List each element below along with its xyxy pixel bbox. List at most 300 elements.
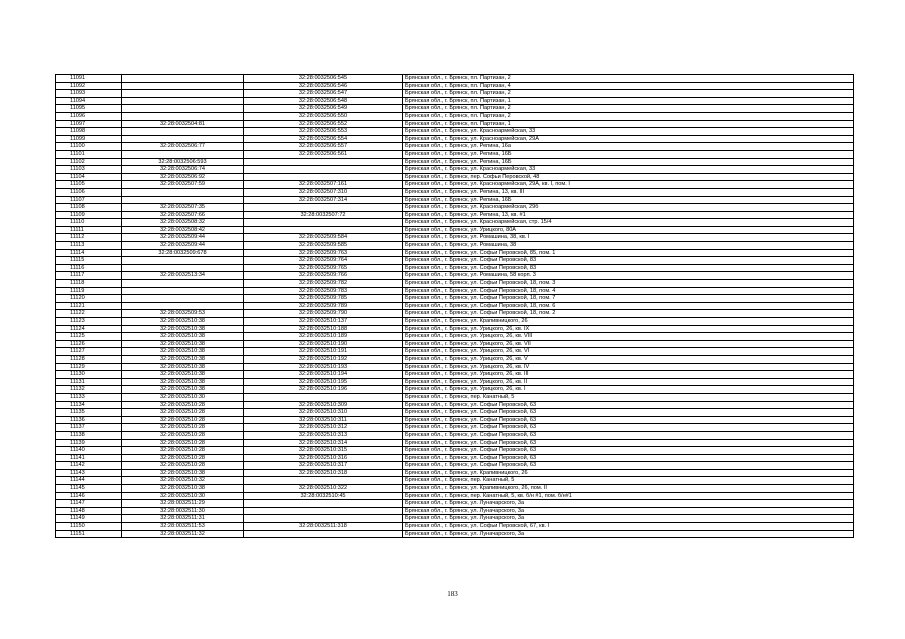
parcel-cadastral-number: 32:28:0032510:30 (122, 492, 244, 500)
row-number: 11112 (56, 234, 122, 242)
parcel-cadastral-number (122, 257, 244, 265)
table-row (56, 226, 854, 234)
object-cadastral-number: 32:28:0032510:191 (244, 348, 403, 356)
table-row (56, 401, 854, 409)
object-address: Брянская обл., г. Брянск, ул. Репина, 16Б (403, 196, 854, 204)
parcel-cadastral-number: 32:28:0032510:30 (122, 393, 244, 401)
object-address: Брянская обл., г. Брянск, ул. Луначарского, 3а (403, 515, 854, 523)
table-row (56, 158, 854, 166)
object-cadastral-number: 32:28:0032509:763 (244, 249, 403, 257)
row-number: 11115 (56, 257, 122, 265)
parcel-cadastral-number (122, 295, 244, 303)
table-row (56, 196, 854, 204)
object-address: Брянская обл., г. Брянск, ул. Урицкого, 26, кв. VII (403, 340, 854, 348)
object-cadastral-number: 32:28:0032506:554 (244, 135, 403, 143)
row-number: 11138 (56, 431, 122, 439)
row-number: 11102 (56, 158, 122, 166)
table-row (56, 82, 854, 90)
table-row (56, 447, 854, 455)
object-address: Брянская обл., г. Брянск, ул. Репина, 13, кв. #1 (403, 211, 854, 219)
row-number: 11149 (56, 515, 122, 523)
object-address: Брянская обл., г. Брянск, ул. Софьи Перовской, 63 (403, 424, 854, 432)
row-number: 11094 (56, 97, 122, 105)
row-number: 11116 (56, 264, 122, 272)
object-address: Брянская обл., г. Брянск, ул. Красноармейская, стр. 15/4 (403, 219, 854, 227)
row-number: 11123 (56, 318, 122, 326)
object-address: Брянская обл., г. Брянск, ул. Урицкого, 26, кв. IX (403, 325, 854, 333)
object-cadastral-number (244, 166, 403, 174)
parcel-cadastral-number: 32:28:0032510:38 (122, 485, 244, 493)
row-number: 11109 (56, 211, 122, 219)
object-cadastral-number: 32:28:0032509:785 (244, 295, 403, 303)
parcel-cadastral-number: 32:28:0032511:29 (122, 500, 244, 508)
table-row (56, 234, 854, 242)
parcel-cadastral-number: 32:28:0032510:38 (122, 371, 244, 379)
table-row (56, 150, 854, 158)
object-cadastral-number: 32:28:0032509:765 (244, 264, 403, 272)
object-cadastral-number (244, 530, 403, 538)
table-row (56, 333, 854, 341)
parcel-cadastral-number (122, 287, 244, 295)
object-cadastral-number: 32:28:0032506:561 (244, 150, 403, 158)
parcel-cadastral-number (122, 264, 244, 272)
object-address: Брянская обл., г. Брянск, ул. Урицкого, 26, кв. IV (403, 363, 854, 371)
parcel-cadastral-number: 32:28:0032510:38 (122, 340, 244, 348)
object-cadastral-number (244, 500, 403, 508)
table-row (56, 302, 854, 310)
row-number: 11145 (56, 485, 122, 493)
object-address: Брянская обл., г. Брянск, ул. Урицкого, 26, кв. III (403, 371, 854, 379)
table-row (56, 515, 854, 523)
table-row (56, 287, 854, 295)
row-number: 11110 (56, 219, 122, 227)
row-number: 11108 (56, 204, 122, 212)
parcel-cadastral-number: 32:28:0032506:77 (122, 143, 244, 151)
row-number: 11122 (56, 310, 122, 318)
object-cadastral-number: 32:28:0032510:194 (244, 371, 403, 379)
row-number: 11126 (56, 340, 122, 348)
table-row (56, 530, 854, 538)
table-row (56, 439, 854, 447)
row-number: 11095 (56, 105, 122, 113)
object-address: Брянская обл., г. Брянск, ул. Софьи Перовской, 18, пом. 6 (403, 302, 854, 310)
row-number: 11104 (56, 173, 122, 181)
table-row (56, 75, 854, 83)
parcel-cadastral-number: 32:28:0032511:53 (122, 523, 244, 531)
parcel-cadastral-number (122, 188, 244, 196)
parcel-cadastral-number: 32:28:0032510:38 (122, 363, 244, 371)
table-row (56, 386, 854, 394)
object-cadastral-number: 32:28:0032506:549 (244, 105, 403, 113)
parcel-cadastral-number: 32:28:0032510:28 (122, 454, 244, 462)
parcel-cadastral-number (122, 196, 244, 204)
table-row (56, 393, 854, 401)
object-cadastral-number: 32:28:0032506:545 (244, 75, 403, 83)
object-cadastral-number: 32:28:0032507:310 (244, 188, 403, 196)
object-address: Брянская обл., г. Брянск, ул. Софьи Перовской, 18, пом. 7 (403, 295, 854, 303)
table-row (56, 310, 854, 318)
object-address: Брянская обл., г. Брянск, пер. Софьи Перовской, 48 (403, 173, 854, 181)
object-address: Брянская обл., г. Брянск, ул. Красноармейская, 33 (403, 166, 854, 174)
object-cadastral-number: 32:28:0032507:314 (244, 196, 403, 204)
object-address: Брянская обл., г. Брянск, пл. Партизан, 1 (403, 97, 854, 105)
row-number: 11093 (56, 90, 122, 98)
row-number: 11134 (56, 401, 122, 409)
row-number: 11127 (56, 348, 122, 356)
registry-table (55, 74, 854, 538)
table-row (56, 219, 854, 227)
object-address: Брянская обл., г. Брянск, ул. Софьи Перовской, 83 (403, 257, 854, 265)
table-row (56, 325, 854, 333)
row-number: 11137 (56, 424, 122, 432)
parcel-cadastral-number: 32:28:0032510:38 (122, 378, 244, 386)
row-number: 11147 (56, 500, 122, 508)
row-number: 11151 (56, 530, 122, 538)
object-cadastral-number (244, 173, 403, 181)
object-address: Брянская обл., г. Брянск, ул. Урицкого, 26, кв. VI (403, 348, 854, 356)
parcel-cadastral-number: 32:28:0032510:38 (122, 348, 244, 356)
object-address: Брянская обл., г. Брянск, ул. Софьи Перовской, 63 (403, 439, 854, 447)
table-row (56, 272, 854, 280)
object-cadastral-number: 32:28:0032506:552 (244, 120, 403, 128)
table-row (56, 340, 854, 348)
parcel-cadastral-number (122, 105, 244, 113)
object-address: Брянская обл., г. Брянск, ул. Красноармейская, 33 (403, 128, 854, 136)
object-address: Брянская обл., г. Брянск, ул. Репина, 16Б (403, 150, 854, 158)
parcel-cadastral-number: 32:28:0032508:32 (122, 219, 244, 227)
object-cadastral-number (244, 507, 403, 515)
row-number: 11106 (56, 188, 122, 196)
row-number: 11125 (56, 333, 122, 341)
row-number: 11150 (56, 523, 122, 531)
table-row (56, 188, 854, 196)
object-cadastral-number: 32:28:0032510:314 (244, 439, 403, 447)
object-address: Брянская обл., г. Брянск, ул. Софьи Перовской, 63 (403, 431, 854, 439)
parcel-cadastral-number: 32:28:0032510:28 (122, 439, 244, 447)
object-address: Брянская обл., г. Брянск, ул. Урицкого, 26, кв. VIII (403, 333, 854, 341)
object-cadastral-number: 32:28:0032510:189 (244, 333, 403, 341)
object-cadastral-number: 32:28:0032510:192 (244, 355, 403, 363)
row-number: 11092 (56, 82, 122, 90)
table-row (56, 424, 854, 432)
parcel-cadastral-number: 32:28:0032510:38 (122, 386, 244, 394)
object-cadastral-number (244, 158, 403, 166)
table-row (56, 211, 854, 219)
object-address: Брянская обл., г. Брянск, ул. Луначарского, 3а (403, 500, 854, 508)
object-address: Брянская обл., г. Брянск, ул. Урицкого, 26, кв. II (403, 378, 854, 386)
table-row (56, 143, 854, 151)
object-address: Брянская обл., г. Брянск, пл. Партизан, 2 (403, 112, 854, 120)
page-number: 183 (447, 590, 458, 598)
object-address: Брянская обл., г. Брянск, ул. Софьи Перовской, 85, пом. 1 (403, 249, 854, 257)
object-address: Брянская обл., г. Брянск, ул. Репина, 16а (403, 143, 854, 151)
row-number: 11120 (56, 295, 122, 303)
row-number: 11098 (56, 128, 122, 136)
object-address: Брянская обл., г. Брянск, ул. Софьи Перовской, 83 (403, 264, 854, 272)
object-cadastral-number: 32:28:0032507:161 (244, 181, 403, 189)
parcel-cadastral-number (122, 75, 244, 83)
row-number: 11132 (56, 386, 122, 394)
row-number: 11136 (56, 416, 122, 424)
row-number: 11113 (56, 242, 122, 250)
table-row (56, 485, 854, 493)
table-row (56, 166, 854, 174)
parcel-cadastral-number: 32:28:0032511:32 (122, 530, 244, 538)
object-cadastral-number: 32:28:0032510:310 (244, 409, 403, 417)
object-address: Брянская обл., г. Брянск, ул. Крапивницкого, 26 (403, 469, 854, 477)
object-address: Брянская обл., г. Брянск, пл. Партизан, 1 (403, 120, 854, 128)
row-number: 11107 (56, 196, 122, 204)
object-address: Брянская обл., г. Брянск, пер. Канатный, 5 (403, 477, 854, 485)
row-number: 11146 (56, 492, 122, 500)
table-row (56, 90, 854, 98)
object-address: Брянская обл., г. Брянск, ул. Софьи Перовской, 63 (403, 462, 854, 470)
object-cadastral-number (244, 226, 403, 234)
row-number: 11133 (56, 393, 122, 401)
object-cadastral-number: 32:28:0032510:312 (244, 424, 403, 432)
parcel-cadastral-number (122, 135, 244, 143)
table-row (56, 128, 854, 136)
object-address: Брянская обл., г. Брянск, ул. Луначарского, 3а (403, 507, 854, 515)
parcel-cadastral-number (122, 128, 244, 136)
row-number: 11148 (56, 507, 122, 515)
row-number: 11128 (56, 355, 122, 363)
registry-table-body (56, 75, 854, 538)
object-cadastral-number: 32:28:0032509:584 (244, 234, 403, 242)
object-address: Брянская обл., г. Брянск, ул. Ромашина, 38, кв. I (403, 234, 854, 242)
object-cadastral-number: 32:28:0032510:45 (244, 492, 403, 500)
parcel-cadastral-number: 32:28:0032510:38 (122, 318, 244, 326)
parcel-cadastral-number: 32:28:0032508:42 (122, 226, 244, 234)
object-cadastral-number (244, 204, 403, 212)
row-number: 11118 (56, 280, 122, 288)
object-address: Брянская обл., г. Брянск, ул. Крапивницкого, 26 (403, 318, 854, 326)
row-number: 11135 (56, 409, 122, 417)
parcel-cadastral-number: 32:28:0032504:81 (122, 120, 244, 128)
parcel-cadastral-number (122, 112, 244, 120)
row-number: 11100 (56, 143, 122, 151)
object-cadastral-number: 32:28:0032509:783 (244, 287, 403, 295)
object-cadastral-number: 32:28:0032509:782 (244, 280, 403, 288)
object-cadastral-number: 32:28:0032510:315 (244, 447, 403, 455)
table-row (56, 492, 854, 500)
object-cadastral-number: 32:28:0032506:546 (244, 82, 403, 90)
object-address: Брянская обл., г. Брянск, ул. Софьи Перовской, 18, пом. 4 (403, 287, 854, 295)
parcel-cadastral-number: 32:28:0032509:678 (122, 249, 244, 257)
row-number: 11129 (56, 363, 122, 371)
table-row (56, 257, 854, 265)
parcel-cadastral-number: 32:28:0032510:28 (122, 447, 244, 455)
object-cadastral-number: 32:28:0032510:193 (244, 363, 403, 371)
parcel-cadastral-number: 32:28:0032513:34 (122, 272, 244, 280)
table-row (56, 363, 854, 371)
parcel-cadastral-number: 32:28:0032509:53 (122, 310, 244, 318)
object-address: Брянская обл., г. Брянск, ул. Луначарского, 3а (403, 530, 854, 538)
row-number: 11141 (56, 454, 122, 462)
object-cadastral-number: 32:28:0032510:309 (244, 401, 403, 409)
object-address: Брянская обл., г. Брянск, ул. Софьи Перовской, 63 (403, 409, 854, 417)
object-cadastral-number (244, 477, 403, 485)
object-address: Брянская обл., г. Брянск, пл. Партизан, 2 (403, 105, 854, 113)
row-number: 11131 (56, 378, 122, 386)
row-number: 11130 (56, 371, 122, 379)
parcel-cadastral-number: 32:28:0032506:74 (122, 166, 244, 174)
object-address: Брянская обл., г. Брянск, ул. Софьи Перовской, 63 (403, 454, 854, 462)
object-cadastral-number: 32:28:0032509:790 (244, 310, 403, 318)
parcel-cadastral-number: 32:28:0032510:38 (122, 355, 244, 363)
object-address: Брянская обл., г. Брянск, ул. Софьи Перовской, 67, кв. I (403, 523, 854, 531)
object-cadastral-number (244, 515, 403, 523)
table-row (56, 454, 854, 462)
parcel-cadastral-number: 32:28:0032510:38 (122, 469, 244, 477)
object-address: Брянская обл., г. Брянск, пер. Канатный, 5 (403, 393, 854, 401)
object-cadastral-number: 32:28:0032509:789 (244, 302, 403, 310)
object-address: Брянская обл., г. Брянск, ул. Софьи Перовской, 63 (403, 416, 854, 424)
parcel-cadastral-number: 32:28:0032511:31 (122, 515, 244, 523)
object-address: Брянская обл., г. Брянск, ул. Софьи Перовской, 63 (403, 447, 854, 455)
row-number: 11119 (56, 287, 122, 295)
object-cadastral-number (244, 219, 403, 227)
object-cadastral-number: 32:28:0032510:188 (244, 325, 403, 333)
object-cadastral-number: 32:28:0032510:137 (244, 318, 403, 326)
object-cadastral-number: 32:28:0032506:553 (244, 128, 403, 136)
row-number: 11121 (56, 302, 122, 310)
table-row (56, 249, 854, 257)
table-row (56, 112, 854, 120)
parcel-cadastral-number: 32:28:0032506:593 (122, 158, 244, 166)
table-row (56, 348, 854, 356)
table-row (56, 507, 854, 515)
table-row (56, 355, 854, 363)
parcel-cadastral-number: 32:28:0032507:35 (122, 204, 244, 212)
parcel-cadastral-number: 32:28:0032507:66 (122, 211, 244, 219)
table-row (56, 120, 854, 128)
object-cadastral-number: 32:28:0032510:195 (244, 378, 403, 386)
table-row (56, 97, 854, 105)
parcel-cadastral-number: 32:28:0032510:38 (122, 333, 244, 341)
table-row (56, 523, 854, 531)
parcel-cadastral-number: 32:28:0032510:38 (122, 325, 244, 333)
row-number: 11140 (56, 447, 122, 455)
parcel-cadastral-number (122, 90, 244, 98)
object-cadastral-number: 32:28:0032510:313 (244, 431, 403, 439)
table-row (56, 409, 854, 417)
parcel-cadastral-number: 32:28:0032510:32 (122, 477, 244, 485)
parcel-cadastral-number: 32:28:0032510:28 (122, 416, 244, 424)
parcel-cadastral-number: 32:28:0032511:30 (122, 507, 244, 515)
table-row (56, 242, 854, 250)
object-address: Брянская обл., г. Брянск, пер. Канатный, 5, кв. б/н #1, пом. б/н#1 (403, 492, 854, 500)
table-row (56, 318, 854, 326)
table-row (56, 181, 854, 189)
object-cadastral-number (244, 393, 403, 401)
row-number: 11114 (56, 249, 122, 257)
table-row (56, 416, 854, 424)
object-cadastral-number: 32:28:0032511:318 (244, 523, 403, 531)
parcel-cadastral-number: 32:28:0032509:44 (122, 242, 244, 250)
table-row (56, 477, 854, 485)
row-number: 11096 (56, 112, 122, 120)
row-number: 11117 (56, 272, 122, 280)
table-row (56, 295, 854, 303)
object-address: Брянская обл., г. Брянск, пл. Партизан, 2 (403, 75, 854, 83)
table-row (56, 264, 854, 272)
row-number: 11143 (56, 469, 122, 477)
object-cadastral-number: 32:28:0032506:550 (244, 112, 403, 120)
table-row (56, 204, 854, 212)
table-row (56, 378, 854, 386)
parcel-cadastral-number: 32:28:0032510:28 (122, 409, 244, 417)
row-number: 11097 (56, 120, 122, 128)
object-address: Брянская обл., г. Брянск, ул. Ромашина, 38 (403, 242, 854, 250)
object-address: Брянская обл., г. Брянск, ул. Урицкого, 26, кв. I (403, 386, 854, 394)
object-cadastral-number: 32:28:0032509:585 (244, 242, 403, 250)
object-address: Брянская обл., г. Брянск, ул. Урицкого, 80А (403, 226, 854, 234)
parcel-cadastral-number (122, 280, 244, 288)
object-cadastral-number: 32:28:0032510:316 (244, 454, 403, 462)
table-row (56, 173, 854, 181)
row-number: 11142 (56, 462, 122, 470)
object-address: Брянская обл., г. Брянск, ул. Красноармейская, 29б (403, 204, 854, 212)
object-address: Брянская обл., г. Брянск, пл. Партизан, 4 (403, 82, 854, 90)
object-address: Брянская обл., г. Брянск, ул. Софьи Перовской, 18, пом. 3 (403, 280, 854, 288)
parcel-cadastral-number: 32:28:0032510:28 (122, 431, 244, 439)
parcel-cadastral-number: 32:28:0032509:44 (122, 234, 244, 242)
row-number: 11099 (56, 135, 122, 143)
object-cadastral-number: 32:28:0032506:548 (244, 97, 403, 105)
row-number: 11124 (56, 325, 122, 333)
object-address: Брянская обл., г. Брянск, пл. Партизан, 2 (403, 90, 854, 98)
object-address: Брянская обл., г. Брянск, ул. Софьи Перовской, 18, пом. 2 (403, 310, 854, 318)
object-cadastral-number: 32:28:0032510:190 (244, 340, 403, 348)
object-address: Брянская обл., г. Брянск, ул. Ромашина, 58 корп. 3 (403, 272, 854, 280)
object-cadastral-number: 32:28:0032510:322 (244, 485, 403, 493)
row-number: 11103 (56, 166, 122, 174)
table-row (56, 431, 854, 439)
table-row (56, 462, 854, 470)
object-address: Брянская обл., г. Брянск, ул. Репина, 13, кв. III (403, 188, 854, 196)
parcel-cadastral-number: 32:28:0032510:28 (122, 462, 244, 470)
row-number: 11139 (56, 439, 122, 447)
object-cadastral-number: 32:28:0032509:766 (244, 272, 403, 280)
object-cadastral-number: 32:28:0032506:557 (244, 143, 403, 151)
table-row (56, 280, 854, 288)
parcel-cadastral-number: 32:28:0032510:28 (122, 424, 244, 432)
row-number: 11111 (56, 226, 122, 234)
object-cadastral-number: 32:28:0032510:317 (244, 462, 403, 470)
object-cadastral-number: 32:28:0032509:764 (244, 257, 403, 265)
object-address: Брянская обл., г. Брянск, ул. Урицкого, 26, кв. V (403, 355, 854, 363)
parcel-cadastral-number (122, 97, 244, 105)
table-row (56, 500, 854, 508)
parcel-cadastral-number (122, 150, 244, 158)
object-address: Брянская обл., г. Брянск, ул. Софьи Перовской, 63 (403, 401, 854, 409)
object-address: Брянская обл., г. Брянск, ул. Крапивницкого, 26, пом. II (403, 485, 854, 493)
object-cadastral-number: 32:28:0032510:196 (244, 386, 403, 394)
table-row (56, 469, 854, 477)
object-cadastral-number: 32:28:0032506:547 (244, 90, 403, 98)
table-row (56, 135, 854, 143)
object-address: Брянская обл., г. Брянск, ул. Красноармейская, 29А (403, 135, 854, 143)
table-row (56, 105, 854, 113)
object-cadastral-number: 32:28:0032507:72 (244, 211, 403, 219)
parcel-cadastral-number (122, 82, 244, 90)
object-address: Брянская обл., г. Брянск, ул. Репина, 16Б (403, 158, 854, 166)
object-cadastral-number: 32:28:0032510:318 (244, 469, 403, 477)
object-address: Брянская обл., г. Брянск, ул. Красноармейская, 29А, кв. I, пом. I (403, 181, 854, 189)
row-number: 11105 (56, 181, 122, 189)
row-number: 11091 (56, 75, 122, 83)
